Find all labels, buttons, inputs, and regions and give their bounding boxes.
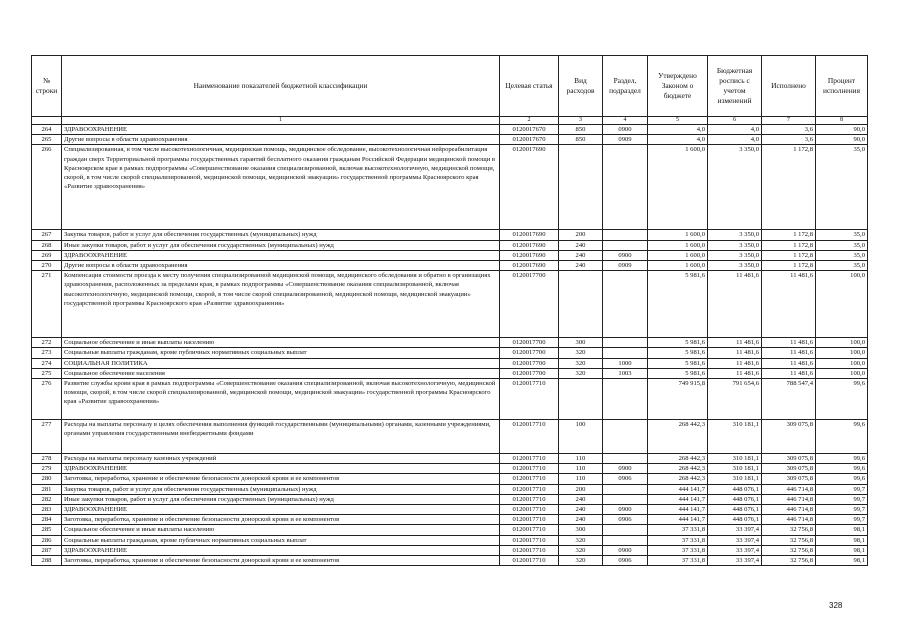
approved-cell: 4,0 (648, 125, 708, 135)
expense-type-cell: 320 (559, 545, 603, 555)
schedule-cell: 448 076,1 (708, 505, 762, 515)
expense-type-cell: 110 (559, 454, 603, 464)
row-number-cell: 279 (32, 464, 62, 474)
executed-cell: 1 172,8 (762, 230, 816, 240)
approved-cell: 1 600,0 (648, 145, 708, 230)
row-number-cell: 269 (32, 250, 62, 260)
section-cell (603, 525, 648, 535)
table-row (32, 545, 868, 555)
target-item-cell: 0120017700 (500, 358, 559, 368)
column-number (32, 117, 62, 125)
section-cell (603, 338, 648, 348)
header-indicator-name: Наименование показателей бюджетной классификации (62, 56, 500, 117)
approved-cell: 5 981,6 (648, 348, 708, 358)
table-row (32, 135, 868, 145)
percent-cell: 99,7 (816, 484, 868, 494)
section-cell: 0906 (603, 474, 648, 484)
executed-cell: 446 714,8 (762, 505, 816, 515)
indicator-name-cell: ЗДРАВООХРАНЕНИЕ (62, 464, 500, 474)
section-cell: 0900 (603, 505, 648, 515)
target-item-cell: 0120017700 (500, 348, 559, 358)
target-item-cell: 0120017710 (500, 545, 559, 555)
approved-cell: 5 981,6 (648, 271, 708, 338)
percent-cell: 98,1 (816, 545, 868, 555)
percent-cell: 100,0 (816, 348, 868, 358)
table-row (32, 358, 868, 368)
expense-type-cell (559, 379, 603, 420)
approved-cell: 268 442,3 (648, 454, 708, 464)
schedule-cell: 448 076,1 (708, 515, 762, 525)
executed-cell: 32 756,8 (762, 535, 816, 545)
section-cell: 0906 (603, 556, 648, 566)
column-number: 3 (559, 117, 603, 125)
approved-cell: 1 600,0 (648, 250, 708, 260)
approved-cell: 268 442,3 (648, 474, 708, 484)
target-item-cell: 0120017700 (500, 338, 559, 348)
target-item-cell: 0120017710 (500, 420, 559, 454)
percent-cell: 90,0 (816, 125, 868, 135)
approved-cell: 5 981,6 (648, 368, 708, 378)
expense-type-cell: 850 (559, 125, 603, 135)
target-item-cell: 0120017710 (500, 505, 559, 515)
section-cell (603, 535, 648, 545)
expense-type-cell: 320 (559, 556, 603, 566)
column-number: 6 (708, 117, 762, 125)
schedule-cell: 11 481,6 (708, 368, 762, 378)
section-cell (603, 348, 648, 358)
executed-cell: 309 075,8 (762, 474, 816, 484)
row-number-cell: 268 (32, 240, 62, 250)
target-item-cell: 0120017690 (500, 145, 559, 230)
indicator-name-cell: ЗДРАВООХРАНЕНИЕ (62, 125, 500, 135)
approved-cell: 37 331,8 (648, 535, 708, 545)
table-row (32, 505, 868, 515)
executed-cell: 309 075,8 (762, 464, 816, 474)
executed-cell: 446 714,8 (762, 515, 816, 525)
indicator-name-cell: Компенсация стоимости проезда к месту получения специализированной медицинской помощи, медицинского обследования и обратно в организациях здравоохранения, расположенных за пределами края, в рамках подпрограммы «Совершенствование оказания специализированной, включая высокотехнологичную, медицинской помощи, скорой, в том числе скорой специализированной, медицинской помощи, медицинской эвакуации» государственной программы Красноярского края «Развитие здравоохранения» (62, 271, 500, 338)
target-item-cell: 0120017710 (500, 484, 559, 494)
expense-type-cell: 240 (559, 505, 603, 515)
executed-cell: 446 714,8 (762, 484, 816, 494)
header-section: Раздел, подраздел (603, 56, 648, 117)
section-cell (603, 240, 648, 250)
executed-cell: 32 756,8 (762, 525, 816, 535)
executed-cell: 446 714,8 (762, 494, 816, 504)
row-number-cell: 266 (32, 145, 62, 230)
header-approved: Утверждено Законом о бюджете (648, 56, 708, 117)
indicator-name-cell: Социальное обеспечение населения (62, 368, 500, 378)
indicator-name-cell: Другие вопросы в области здравоохранения (62, 135, 500, 145)
schedule-cell: 448 076,1 (708, 484, 762, 494)
schedule-cell: 310 181,1 (708, 464, 762, 474)
percent-cell: 99,7 (816, 505, 868, 515)
header-target-item: Целевая статья (500, 56, 559, 117)
table-row (32, 145, 868, 230)
schedule-cell: 3 350,0 (708, 250, 762, 260)
row-number-cell: 278 (32, 454, 62, 464)
section-cell: 0909 (603, 261, 648, 271)
table-row (32, 338, 868, 348)
table-row (32, 125, 868, 135)
target-item-cell: 0120017700 (500, 271, 559, 338)
target-item-cell: 0120017710 (500, 525, 559, 535)
row-number-cell: 273 (32, 348, 62, 358)
column-number: 2 (500, 117, 559, 125)
row-number-cell: 281 (32, 484, 62, 494)
section-cell (603, 454, 648, 464)
table-row (32, 494, 868, 504)
expense-type-cell: 240 (559, 515, 603, 525)
percent-cell: 100,0 (816, 338, 868, 348)
expense-type-cell (559, 145, 603, 230)
schedule-cell: 33 397,4 (708, 556, 762, 566)
schedule-cell: 448 076,1 (708, 494, 762, 504)
table-row (32, 464, 868, 474)
executed-cell: 11 481,6 (762, 271, 816, 338)
indicator-name-cell: СОЦИАЛЬНАЯ ПОЛИТИКА (62, 358, 500, 368)
indicator-name-cell: Заготовка, переработка, хранение и обеспечение безопасности донорской крови и ее компонентов (62, 556, 500, 566)
table-row (32, 556, 868, 566)
approved-cell: 444 141,7 (648, 515, 708, 525)
section-cell: 0906 (603, 515, 648, 525)
approved-cell: 444 141,7 (648, 505, 708, 515)
approved-cell: 444 141,7 (648, 494, 708, 504)
approved-cell: 1 600,0 (648, 261, 708, 271)
indicator-name-cell: ЗДРАВООХРАНЕНИЕ (62, 545, 500, 555)
executed-cell: 1 172,8 (762, 250, 816, 260)
section-cell: 0900 (603, 464, 648, 474)
table-row (32, 250, 868, 260)
indicator-name-cell: Социальное обеспечение и иные выплаты населению (62, 525, 500, 535)
schedule-cell: 11 481,6 (708, 338, 762, 348)
table-row (32, 271, 868, 338)
expense-type-cell: 200 (559, 484, 603, 494)
indicator-name-cell: Специализированная, в том числе высокотехнологичная, медицинская помощь, медицинское обследование, высокотехнологичная нейрореабилитация граждан сверх Территориальной программы государственных гарантий бесплатного оказания гражданам Российской Федерации медицинской помощи в Красноярском крае в рамках подпрограммы «Совершенствование оказания специализированной, включая высокотехнологичную, медицинской помощи, скорой, в том числе скорой специализированной, медицинской помощи, медицинской эвакуации» государственной программы Красноярского края «Развитие здравоохранения» (62, 145, 500, 230)
section-cell (603, 494, 648, 504)
approved-cell: 1 600,0 (648, 240, 708, 250)
approved-cell: 37 331,8 (648, 545, 708, 555)
indicator-name-cell: Социальные выплаты гражданам, кроме публичных нормативных социальных выплат (62, 535, 500, 545)
indicator-name-cell: Развитие службы крови края в рамках подпрограммы «Совершенствование оказания специализированной, включая высокотехнологичную, медицинской помощи, скорой, в том числе скорой специализированной, медицинской помощи, медицинской эвакуации» государственной программы Красноярского края «Развитие здравоохранения» (62, 379, 500, 420)
row-number-cell: 270 (32, 261, 62, 271)
percent-cell: 35,0 (816, 230, 868, 240)
table-row (32, 379, 868, 420)
target-item-cell: 0120017690 (500, 240, 559, 250)
section-cell: 0900 (603, 250, 648, 260)
table-row (32, 230, 868, 240)
schedule-cell: 310 181,1 (708, 454, 762, 464)
target-item-cell: 0120017710 (500, 379, 559, 420)
indicator-name-cell: ЗДРАВООХРАНЕНИЕ (62, 505, 500, 515)
executed-cell: 309 075,8 (762, 454, 816, 464)
approved-cell: 268 442,3 (648, 464, 708, 474)
schedule-cell: 3 350,0 (708, 145, 762, 230)
row-number-cell: 282 (32, 494, 62, 504)
section-cell: 0909 (603, 135, 648, 145)
expense-type-cell: 320 (559, 348, 603, 358)
approved-cell: 37 331,8 (648, 556, 708, 566)
percent-cell: 99,6 (816, 454, 868, 464)
table-row (32, 454, 868, 464)
percent-cell: 35,0 (816, 145, 868, 230)
target-item-cell: 0120017690 (500, 261, 559, 271)
section-cell: 1003 (603, 368, 648, 378)
target-item-cell: 0120017710 (500, 535, 559, 545)
expense-type-cell: 110 (559, 474, 603, 484)
target-item-cell: 0120017690 (500, 230, 559, 240)
target-item-cell: 0120017710 (500, 454, 559, 464)
executed-cell: 11 481,6 (762, 368, 816, 378)
section-cell: 0900 (603, 545, 648, 555)
percent-cell: 35,0 (816, 261, 868, 271)
expense-type-cell (559, 271, 603, 338)
executed-cell: 3,6 (762, 135, 816, 145)
header-row-number: № строки (32, 56, 62, 117)
table-row (32, 368, 868, 378)
column-number: 5 (648, 117, 708, 125)
header-executed: Исполнено (762, 56, 816, 117)
target-item-cell: 0120017710 (500, 474, 559, 484)
table-row (32, 484, 868, 494)
schedule-cell: 33 397,4 (708, 525, 762, 535)
approved-cell: 749 915,8 (648, 379, 708, 420)
expense-type-cell: 240 (559, 261, 603, 271)
section-cell (603, 230, 648, 240)
percent-cell: 98,1 (816, 535, 868, 545)
table-body (32, 125, 868, 566)
expense-type-cell: 300 (559, 338, 603, 348)
target-item-cell: 0120017710 (500, 515, 559, 525)
schedule-cell: 33 397,4 (708, 545, 762, 555)
table-row (32, 420, 868, 454)
schedule-cell: 310 181,1 (708, 474, 762, 484)
row-number-cell: 267 (32, 230, 62, 240)
table-row (32, 261, 868, 271)
indicator-name-cell: Закупка товаров, работ и услуг для обеспечения государственных (муниципальных) нужд (62, 230, 500, 240)
executed-cell: 32 756,8 (762, 545, 816, 555)
expense-type-cell: 320 (559, 358, 603, 368)
approved-cell: 5 981,6 (648, 338, 708, 348)
section-cell (603, 484, 648, 494)
indicator-name-cell: Иные закупки товаров, работ и услуг для обеспечения государственных (муниципальных) нужд (62, 240, 500, 250)
executed-cell: 1 172,8 (762, 261, 816, 271)
schedule-cell: 310 181,1 (708, 420, 762, 454)
approved-cell: 268 442,3 (648, 420, 708, 454)
schedule-cell: 3 350,0 (708, 230, 762, 240)
target-item-cell: 0120017700 (500, 368, 559, 378)
schedule-cell: 3 350,0 (708, 261, 762, 271)
indicator-name-cell: ЗДРАВООХРАНЕНИЕ (62, 250, 500, 260)
percent-cell: 100,0 (816, 368, 868, 378)
target-item-cell: 0120017710 (500, 464, 559, 474)
percent-cell: 35,0 (816, 250, 868, 260)
executed-cell: 11 481,6 (762, 358, 816, 368)
indicator-name-cell: Заготовка, переработка, хранение и обеспечение безопасности донорской крови и ее компонентов (62, 474, 500, 484)
table-row (32, 240, 868, 250)
schedule-cell: 4,0 (708, 135, 762, 145)
table-row (32, 535, 868, 545)
executed-cell: 32 756,8 (762, 556, 816, 566)
indicator-name-cell: Расходы на выплаты персоналу казенных учреждений (62, 454, 500, 464)
percent-cell: 99,7 (816, 515, 868, 525)
row-number-cell: 284 (32, 515, 62, 525)
indicator-name-cell: Иные закупки товаров, работ и услуг для обеспечения государственных (муниципальных) нужд (62, 494, 500, 504)
row-number-cell: 286 (32, 535, 62, 545)
schedule-cell: 4,0 (708, 125, 762, 135)
indicator-name-cell: Расходы на выплаты персоналу в целях обеспечения выполнения функций государственными (муниципальными) органами, казенными учреждениями, органами управления государственными внебюджетными фондами (62, 420, 500, 454)
row-number-cell: 274 (32, 358, 62, 368)
target-item-cell: 0120017710 (500, 556, 559, 566)
approved-cell: 5 981,6 (648, 358, 708, 368)
expense-type-cell: 320 (559, 368, 603, 378)
row-number-cell: 288 (32, 556, 62, 566)
executed-cell: 788 547,4 (762, 379, 816, 420)
indicator-name-cell: Другие вопросы в области здравоохранения (62, 261, 500, 271)
percent-cell: 98,1 (816, 556, 868, 566)
section-cell (603, 145, 648, 230)
expense-type-cell: 240 (559, 494, 603, 504)
schedule-cell: 11 481,6 (708, 348, 762, 358)
target-item-cell: 0120017710 (500, 494, 559, 504)
percent-cell: 99,6 (816, 464, 868, 474)
row-number-cell: 277 (32, 420, 62, 454)
column-number: 7 (762, 117, 816, 125)
expense-type-cell: 320 (559, 535, 603, 545)
percent-cell: 98,1 (816, 525, 868, 535)
percent-cell: 100,0 (816, 271, 868, 338)
table-row (32, 474, 868, 484)
executed-cell: 11 481,6 (762, 338, 816, 348)
page-number: 328 (829, 601, 843, 610)
row-number-cell: 285 (32, 525, 62, 535)
executed-cell: 1 172,8 (762, 145, 816, 230)
approved-cell: 1 600,0 (648, 230, 708, 240)
executed-cell: 309 075,8 (762, 420, 816, 454)
table-row (32, 348, 868, 358)
row-number-cell: 275 (32, 368, 62, 378)
target-item-cell: 0120017670 (500, 135, 559, 145)
row-number-cell: 272 (32, 338, 62, 348)
column-number-row (32, 117, 868, 125)
percent-cell: 99,6 (816, 420, 868, 454)
percent-cell: 99,7 (816, 494, 868, 504)
indicator-name-cell: Закупка товаров, работ и услуг для обеспечения государственных (муниципальных) нужд (62, 484, 500, 494)
column-header-row (32, 56, 868, 117)
row-number-cell: 276 (32, 379, 62, 420)
column-number: 4 (603, 117, 648, 125)
executed-cell: 3,6 (762, 125, 816, 135)
row-number-cell: 264 (32, 125, 62, 135)
section-cell (603, 271, 648, 338)
column-number: 8 (816, 117, 868, 125)
header-expense-type: Вид расходов (559, 56, 603, 117)
budget-table-container (31, 55, 867, 566)
percent-cell: 99,6 (816, 474, 868, 484)
schedule-cell: 33 397,4 (708, 535, 762, 545)
row-number-cell: 271 (32, 271, 62, 338)
schedule-cell: 791 654,6 (708, 379, 762, 420)
percent-cell: 90,0 (816, 135, 868, 145)
section-cell (603, 379, 648, 420)
approved-cell: 37 331,8 (648, 525, 708, 535)
executed-cell: 1 172,8 (762, 240, 816, 250)
expense-type-cell: 110 (559, 464, 603, 474)
expense-type-cell: 850 (559, 135, 603, 145)
header-percent: Процент исполнения (816, 56, 868, 117)
schedule-cell: 11 481,6 (708, 271, 762, 338)
expense-type-cell: 240 (559, 240, 603, 250)
table-row (32, 515, 868, 525)
section-cell: 1000 (603, 358, 648, 368)
column-number: 1 (62, 117, 500, 125)
percent-cell: 100,0 (816, 358, 868, 368)
row-number-cell: 283 (32, 505, 62, 515)
section-cell: 0900 (603, 125, 648, 135)
row-number-cell: 280 (32, 474, 62, 484)
percent-cell: 35,0 (816, 240, 868, 250)
indicator-name-cell: Социальные выплаты гражданам, кроме публичных нормативных социальных выплат (62, 348, 500, 358)
row-number-cell: 287 (32, 545, 62, 555)
row-number-cell: 265 (32, 135, 62, 145)
approved-cell: 4,0 (648, 135, 708, 145)
executed-cell: 11 481,6 (762, 348, 816, 358)
header-budget-schedule: Бюджетная роспись с учетом изменений (708, 56, 762, 117)
target-item-cell: 0120017670 (500, 125, 559, 135)
table-row (32, 525, 868, 535)
indicator-name-cell: Заготовка, переработка, хранение и обеспечение безопасности донорской крови и ее компонентов (62, 515, 500, 525)
budget-execution-table (31, 55, 868, 566)
schedule-cell: 11 481,6 (708, 358, 762, 368)
expense-type-cell: 300 (559, 525, 603, 535)
percent-cell: 99,6 (816, 379, 868, 420)
expense-type-cell: 240 (559, 250, 603, 260)
schedule-cell: 3 350,0 (708, 240, 762, 250)
approved-cell: 444 141,7 (648, 484, 708, 494)
indicator-name-cell: Социальное обеспечение и иные выплаты населению (62, 338, 500, 348)
expense-type-cell: 200 (559, 230, 603, 240)
target-item-cell: 0120017690 (500, 250, 559, 260)
expense-type-cell: 100 (559, 420, 603, 454)
section-cell (603, 420, 648, 454)
